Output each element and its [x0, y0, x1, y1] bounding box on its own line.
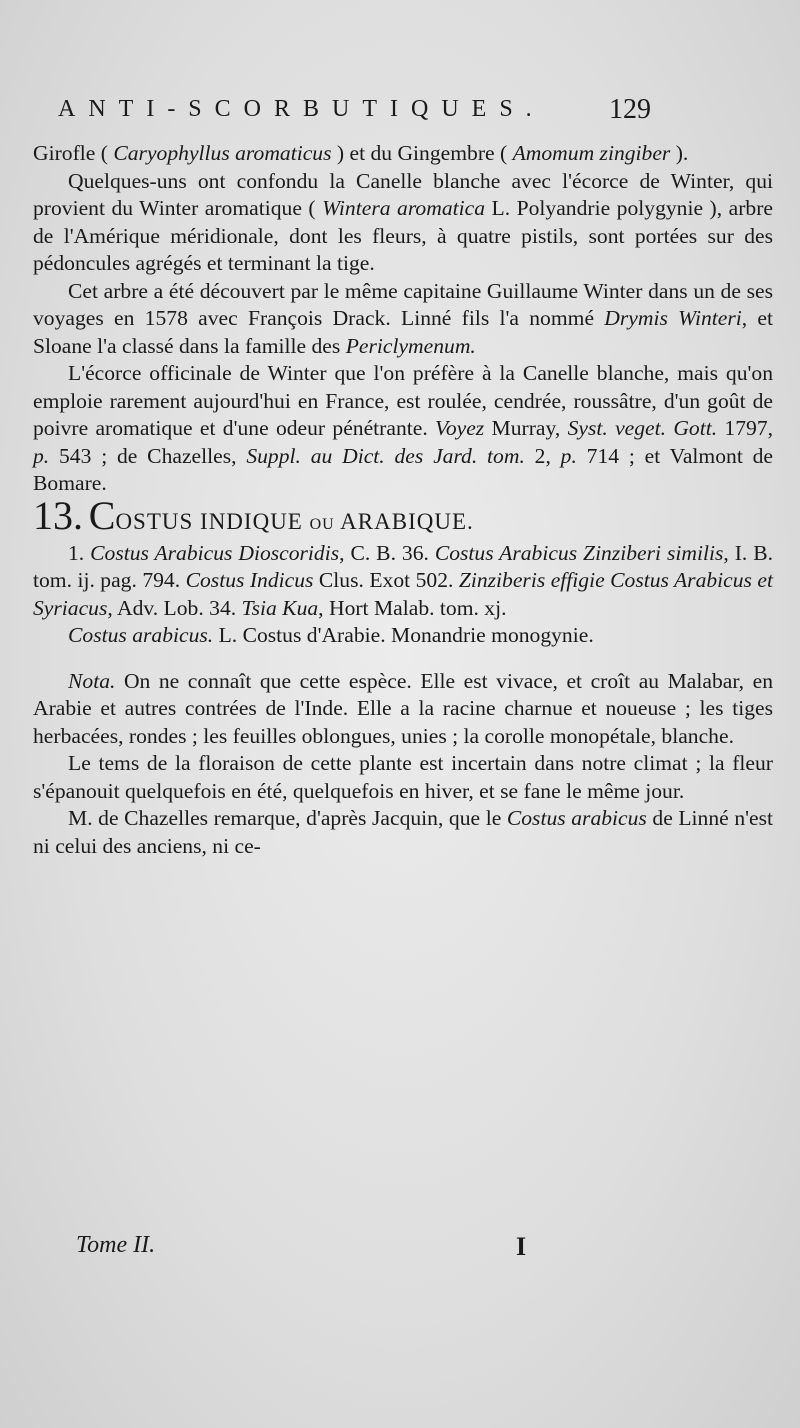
latin-name: Costus Arabicus Zinziberi similis	[434, 540, 724, 565]
section-title: OSTUS INDIQUE ou ARABIQUE.	[115, 508, 474, 534]
reference-italic: Syst. veget. Gott.	[567, 416, 718, 440]
text-run: L. Costus d'Arabie. Monandrie monogynie.	[213, 623, 594, 647]
running-title: ANTI-SCORBUTIQUES.	[58, 96, 545, 122]
text-run: Girofle (	[33, 141, 114, 165]
latin-name: Caryophyllus aromaticus	[113, 141, 332, 165]
section-number: 13.	[33, 492, 83, 538]
latin-name: Costus arabicus	[506, 806, 647, 830]
latin-name: Amomum zingiber	[512, 141, 671, 165]
nota-label: Nota.	[68, 668, 116, 693]
latin-name: Periclymenum.	[345, 333, 476, 358]
reference-italic: Voyez	[435, 416, 485, 440]
paragraph-linnaeus	[33, 622, 773, 650]
text-run: de Linné n'est ni celui des anciens, ni ce-	[33, 806, 773, 858]
text-run: L'écorce officinale de Winter que l'on préfère à la Canelle blanche, mais qu'on emploie rarement aujourd'hui en France, est roulée, cendrée, roussâtre, d'un goût de poivre aromatique et d'une odeur pénétrante.	[33, 361, 773, 440]
paragraph-synonymy	[33, 540, 773, 623]
page-number: 129	[609, 94, 651, 125]
text-run: ) et du Gingembre (	[331, 141, 513, 165]
latin-name: Costus arabicus.	[68, 623, 214, 647]
reference-italic: p.	[560, 443, 577, 468]
paragraph-floraison: Le tems de la floraison de cette plante est incertain dans notre climat ; la fleur s'épanouit quelquefois en été, quelquefois en hiver, et se fane le même jour.	[33, 751, 773, 803]
paragraph-nota	[33, 668, 773, 751]
reference-italic: Suppl. au Dict. des Jard. tom.	[246, 443, 525, 468]
signature-mark: I	[516, 1232, 527, 1261]
paragraph-discovery	[33, 278, 773, 361]
text-run: Clus. Exot 502.	[313, 568, 459, 592]
text-run: 1797,	[717, 416, 774, 440]
latin-name: Costus Indicus	[185, 568, 314, 592]
spacer	[33, 650, 773, 668]
text-run: , Hort Malab. tom. xj.	[318, 595, 507, 620]
text-run: 714 ; et Valmont de Bomare.	[33, 443, 774, 495]
text-run: Cet arbre a été découvert par le même capitaine Guillaume Winter dans un de ses voyages en 1578 avec François Drack. Linné fils l'a nommé	[33, 278, 773, 330]
paragraph-girofle	[33, 140, 773, 168]
text-run: , Adv. Lob. 34.	[107, 595, 242, 620]
text-run: Quelques-uns ont confondu la Canelle blanche avec l'écorce de Winter, qui provient du Winter aromatique (	[33, 168, 773, 220]
text-run: , C. B. 36.	[339, 540, 435, 565]
text-run: ).	[670, 141, 689, 165]
latin-name: Costus Arabicus Dioscoridis	[90, 540, 340, 565]
text-run: L. Polyandrie polygynie ), arbre de l'Amérique méridionale, dont les fleurs, à quatre pistils, sont portées sur des pédoncules agrégés et terminant la tige.	[33, 196, 773, 275]
text-run: 2,	[524, 443, 561, 468]
latin-name: Drymis Winteri	[604, 306, 742, 330]
text-run: M. de Chazelles remarque, d'après Jacquin, que le	[68, 806, 507, 830]
text-run: Murray,	[484, 416, 568, 440]
latin-name: Zinziberis effigie Costus Arabicus et Syriacus	[33, 568, 774, 620]
latin-name: Wintera aromatica	[322, 196, 485, 220]
text-run: , I. B. tom. ij. pag. 794.	[33, 540, 774, 592]
reference-italic: p.	[33, 443, 50, 468]
latin-name: Tsia Kua	[241, 595, 319, 620]
section-initial: C	[88, 492, 116, 538]
paragraph-winter	[33, 168, 773, 278]
paragraph-ecorce	[33, 360, 773, 498]
page-body	[33, 140, 773, 860]
volume-label: Tome II.	[76, 1232, 156, 1258]
text-run: On ne connaît que cette espèce. Elle est vivace, et croît au Malabar, en Arabie et autres contrées de l'Inde. Elle a la racine charnue et noueuse ; les tiges herbacées, rondes ; les feuilles oblongues, unies ; la corolle monopétale, blanche.	[33, 668, 773, 748]
section-heading	[33, 492, 773, 540]
text-run: 1.	[68, 540, 91, 565]
text-run: , et Sloane l'a classé dans la famille des	[33, 306, 773, 358]
paragraph-chazelles	[33, 805, 773, 860]
text-run: 543 ; de Chazelles,	[49, 443, 247, 468]
